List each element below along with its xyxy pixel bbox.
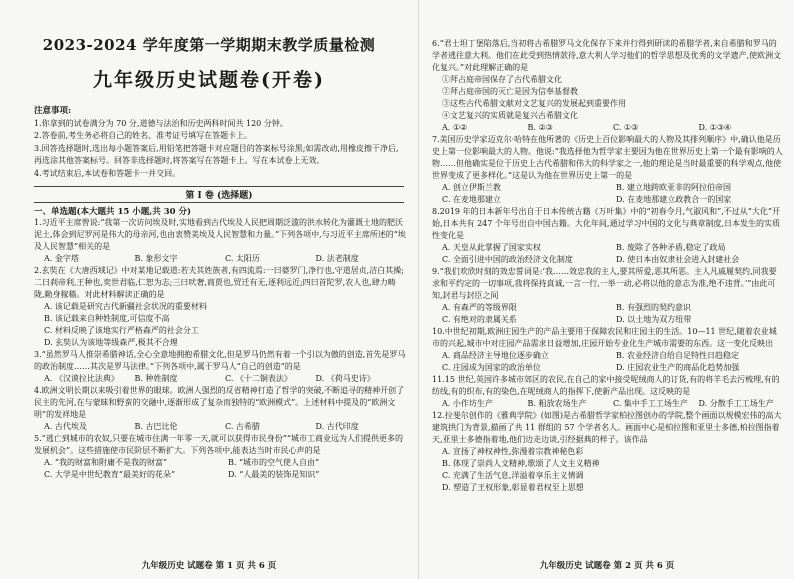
answer-option: C. 太阳历 <box>225 254 260 263</box>
answer-option: A. 宣扬了神权神性,弥漫着宗教神秘色彩 <box>442 447 584 456</box>
answer-option: C. 集中手工工场生产 <box>613 399 688 408</box>
question-stem: 10.中世纪初期,欧洲庄园生产的产品主要用于保障农民和庄园主的生活。10—11 世纪,随着农业城市的兴起,城市中对庄园产品需求日益增加,庄园开始专业化生产城市需要的东西。这一变化反映出 <box>432 327 777 348</box>
question <box>432 326 784 374</box>
question <box>34 217 406 265</box>
answer-option: D. 分散手工工场生产 <box>698 399 774 408</box>
answer-choice-group <box>432 122 784 134</box>
answer-option: A. 金字塔 <box>44 254 79 263</box>
answer-option: C. 古希腊 <box>225 422 260 431</box>
option-group <box>34 253 406 265</box>
answer-option: A. 古代埃及 <box>44 422 87 431</box>
question <box>34 265 406 349</box>
answer-option: C. 庄园成为国家的政治单位 <box>442 363 541 372</box>
answer-option: D. 使日本由奴隶社会进入封建社会 <box>616 255 740 264</box>
answer-choice: D. ①③④ <box>698 123 732 132</box>
notice-item: 3.回答选择题时,选出每小题答案后,用铅笔把答题卡对应题目的答案标号涂黑;如需改动,用橡皮擦干净后,再选涂其他答案标号。回答非选择题时,将答案写在答题卡上。写在本试卷上无效。 <box>34 143 399 165</box>
answer-option: A. “我的财富和附庸不是我的财富” <box>44 458 168 467</box>
question-stem: 12.拉斐尔创作的《雅典学院》(如图)是古希腊哲学家柏拉图创办的学院,整个画面以规模宏伟的高大建筑拱门为背景,描画了共 11 群组的 57 个学者名人。画面中心是柏拉图和亚里士多德,柏拉图指着天,亚里士多德指着地,他们边走边谈,引经据典的样子。该作品 <box>432 411 782 444</box>
question <box>34 385 406 433</box>
part-1-heading: 第 I 卷 (选择题) <box>34 186 404 203</box>
answer-option: D. 在麦地那建立政教合一的国家 <box>616 195 732 204</box>
answer-option: B. 体现了崇尚人文精神,歌颂了人文主义精神 <box>442 459 600 468</box>
answer-option: A. 创立伊斯兰教 <box>442 183 501 192</box>
answer-option: A. 小作坊生产 <box>442 399 493 408</box>
question-stem: 6.“君士坦丁堡陷落后,当初将古希腊罗马文化保存下来并行得到研读的希腊学者,来自希腊和罗马的学者逃往意大利。他们在此受到热情款待,意大利人学习他们的哲学思想及优秀的文学遗产,使欧洲文化复兴。”对此理解正确的是 <box>432 39 782 72</box>
answer-option: A. 商品经济主导地位逐步确立 <box>442 351 549 360</box>
option-group <box>34 373 406 385</box>
question <box>432 266 784 326</box>
answer-option: B. 粗放农场生产 <box>527 399 587 408</box>
left-question-list <box>0 217 418 481</box>
answer-option: D. 法老制度 <box>315 254 359 263</box>
answer-option: C. 充满了生活气息,洋溢着享乐主义情调 <box>442 471 584 480</box>
notice-item: 2.答卷前,考生务必将自己的姓名、准考证号填写在答题卡上。 <box>34 131 253 140</box>
answer-option: D. “人最美的装饰是知识” <box>228 470 320 479</box>
option-group <box>34 457 406 481</box>
question-stem: 4.欧洲文明长期以来吸引着世界的眼球。欧洲人强烈的反省精神打造了哲学的突破,不断追寻的精神开创了民主的先河,在与蒙昧和野蛮的交融中,逐渐形成了复杂而独特的“欧洲模式”。上述材料中提及的“欧洲文明”的发祥地是 <box>34 386 405 419</box>
page-2 <box>420 0 794 579</box>
option-group <box>432 182 784 206</box>
answer-option: ③这些古代希腊文献对文艺复兴的发展起到重要作用 <box>442 99 626 108</box>
option-group <box>432 302 784 326</box>
answer-option: ②拜占庭帝国的灭亡是因为信奉基督教 <box>442 87 578 96</box>
answer-option: D. 以土地为双方纽带 <box>616 315 692 324</box>
page-divider <box>418 0 419 579</box>
answer-option: B. 有强烈的契约意识 <box>616 303 691 312</box>
question <box>432 134 784 206</box>
answer-option: A. 天皇从此掌握了国家实权 <box>442 243 541 252</box>
question <box>432 206 784 266</box>
question-stem: 2.玄奘在《大唐西域记》中对某地记载道:若夫其姓族者,有四流焉:一曰婆罗门,净行也,守道居贞,洁白其操;二曰刹帝利,王种也,奕世君临,仁恕为志;三曰吠奢,商贾也,贸迁有无,逐利远近;四曰首陀罗,农人也,肆力畴陇,勤身稼穑。对此材料解读正确的是 <box>34 266 404 299</box>
question <box>432 38 784 134</box>
question-stem: 7.美国历史学家迈克尔·哈特在他所著的《历史上百位影响最大的人物及其排列顺序》中,确认他是历史上第一位影响最大的人物。他说:“我选择他为哲学家主要因为他在世界历史上第一个最有影响的人物……但他确实是位于历史上古代希腊和伟大的科学家之一,他的理论是当时最重要的科学观点,他使世界变成了更多样化。”这是认为他在世界历史上第一的是 <box>432 135 783 180</box>
answer-choice: B. ②③ <box>527 123 553 132</box>
question-type-heading: 一、单选题(本大题共 15 小题,共 30 分) <box>34 207 191 217</box>
answer-option: B. 象形文字 <box>134 254 178 263</box>
page-footer-left: 九年级历史 试题卷 第 1 页 共 6 页 <box>141 561 277 571</box>
question <box>34 433 406 481</box>
answer-option: C. 材料反映了该地实行严格森严的社会分工 <box>44 326 199 335</box>
answer-option: A. 有森严的等级界限 <box>442 303 517 312</box>
answer-option: D. 塑造了王权形象,彰显着君权至上思想 <box>442 483 584 492</box>
option-group <box>34 301 406 349</box>
answer-option: B. 农业经济自给自足特性日趋稳定 <box>616 351 739 360</box>
notice-heading: 注意事项: <box>34 106 72 116</box>
answer-option: ①拜占庭帝国保存了古代希腊文化 <box>442 75 562 84</box>
answer-option: C. 有绝对的隶属关系 <box>442 315 517 324</box>
notice-block <box>34 105 404 180</box>
answer-option: A. 该记载是研究古代新疆社会状况的重要材料 <box>44 302 207 311</box>
question <box>432 374 784 410</box>
paper-title: 九年级历史试题卷(开卷) <box>93 69 325 91</box>
answer-option: D. 《荷马史诗》 <box>315 374 375 383</box>
answer-option: B. 古巴比伦 <box>134 422 178 431</box>
option-group <box>34 421 406 433</box>
answer-choice: C. ①③ <box>613 123 639 132</box>
page-footer-right: 九年级历史 试题卷 第 2 页 共 6 页 <box>539 561 675 571</box>
answer-option: D. 玄奘认为该地等级森严,极其不合理 <box>44 338 178 347</box>
notice-item: 1.你拿到的试卷满分为 70 分,道德与法治和历史两科时间共 120 分钟。 <box>34 118 288 128</box>
answer-option: C. 全面引进中国的政治经济文化制度 <box>442 255 573 264</box>
right-question-list <box>420 38 794 494</box>
answer-option: B. 建立地跨欧亚非的阿拉伯帝国 <box>616 183 731 192</box>
answer-option: B. “城市的空气使人自由” <box>228 458 320 467</box>
exam-title: 2023-2024 学年度第一学期期末教学质量检测 <box>42 36 376 54</box>
answer-option: D. 古代印度 <box>315 422 359 431</box>
answer-option: ④文艺复兴的实质就是复兴古希腊文化 <box>442 111 578 120</box>
answer-option: C. 大学是中世纪教育“最美好的花朵” <box>44 470 176 479</box>
question <box>34 349 406 385</box>
option-group <box>432 446 784 494</box>
question-stem: 11.15 世纪,英国许多城市郊区的农民,在自己的家中接受呢绒商人的订货,有的将羊毛去污梳理,有的纺线,有的织布,有的染色,在呢绒商人的指挥下,使新产品出现。这反映的是 <box>432 375 780 396</box>
answer-option: B. 废除了各种矛盾,稳定了政局 <box>616 243 726 252</box>
answer-option: D. 庄园农业生产的商品化趋势加强 <box>616 363 740 372</box>
question <box>432 410 784 494</box>
question-stem: 3.“虽然罗马人推崇希腊神话,全心全意地拥抱希腊文化,但是罗马仍然有着一个引以为傲的创造,首先是罗马的政治制度……其次是罗马法律。”下列各项中,属于罗马人“自己的创造”的是 <box>34 350 406 371</box>
option-group <box>432 242 784 266</box>
answer-option: B. 种姓制度 <box>134 374 178 383</box>
option-group <box>432 74 784 122</box>
answer-choice: A. ①② <box>442 123 468 132</box>
option-group <box>432 350 784 374</box>
question-stem: 5.“逃亡到城市的农奴,只要在城市住满一年零一天,就可以获得市民身份”“城市工商业远为人们提供更多的发展机会”。这些措施使市民阶层不断扩大。下列各项中,能表达当时市民心声的是 <box>34 434 403 455</box>
option-group <box>432 398 784 410</box>
notice-item: 4.考试结束后,本试卷和答题卡一并交回。 <box>34 168 181 178</box>
answer-option: B. 该记载来自种姓制度,可信度不高 <box>44 314 170 323</box>
question-stem: 1.习近平主席曾说:“我第一次访问埃及时,实地看到古代埃及人民把周期泛滥的洪水转化为灌溉土地的肥沃泥土,体会到尼罗河是伟大的母亲河,也由衷赞美埃及人民智慧和力量。”下列各项中,与习近平主席所述的“埃及人民智慧”相关的是 <box>34 218 406 251</box>
answer-option: C. 《十二铜表法》 <box>225 374 292 383</box>
question-stem: 8.2019 年的日本新年号出自于日本传统古籍《万叶集》中的“初春令月,气淑风和”,不过从“大化”开始,日本共有 247 个年号出自中国古籍。大化年间,通过学习中国的文化与典章制度,日本发生的实质性变化是 <box>432 207 780 240</box>
question-stem: 9.“我们欢欣时刻的效忠誓词是:‘我……效忠我的主人,要其所爱,恶其所恶。主人凡戚履契约,同我要求和平约定的一切事项,我将保持真诚,一言一行,一举一动,必将以他的意志为准,绝不违背。’”由此可知,封君与封臣之间 <box>432 267 777 300</box>
answer-option: A. 《汉谟拉比法典》 <box>44 374 119 383</box>
answer-option: C. 在麦地那建立 <box>442 195 501 204</box>
